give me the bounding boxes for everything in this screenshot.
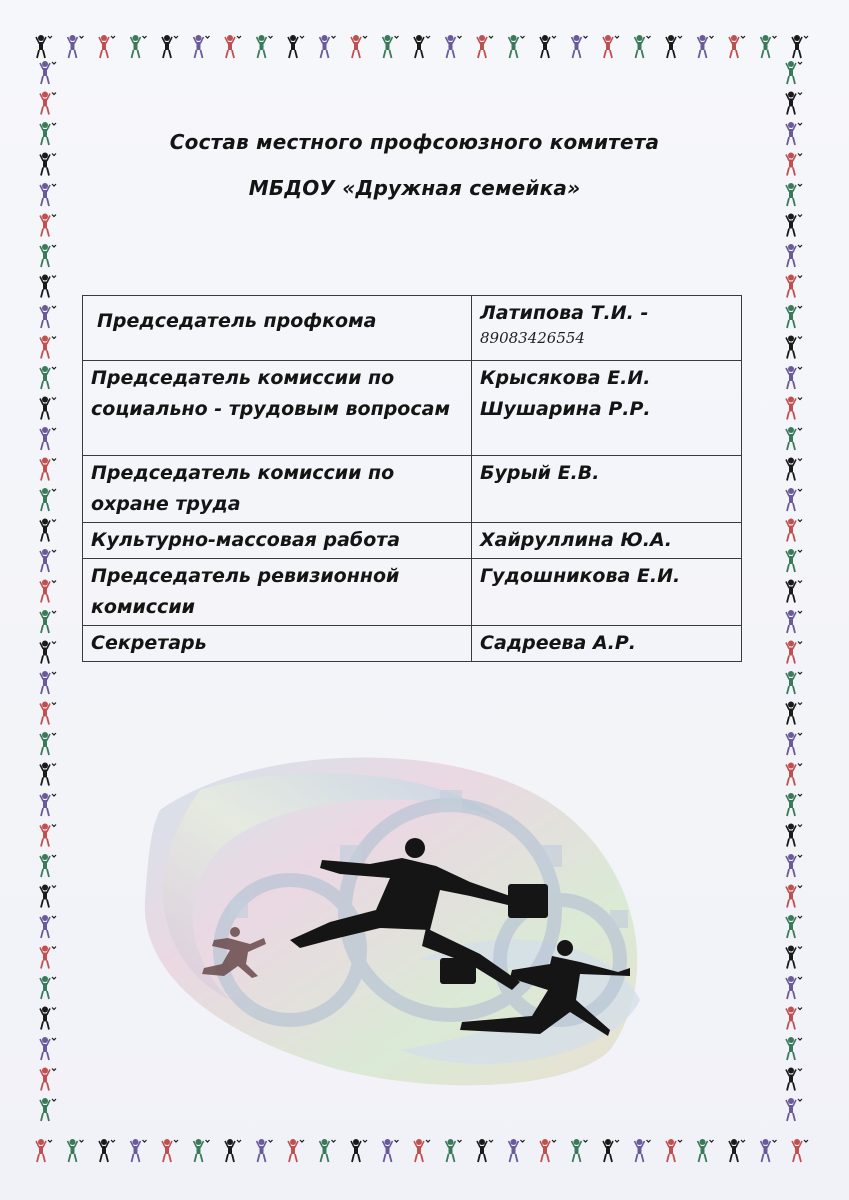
people-figure-icon xyxy=(761,35,777,58)
people-figure-icon xyxy=(40,946,56,969)
people-figure-icon xyxy=(786,153,802,176)
border-bottom xyxy=(34,1134,810,1168)
table-row xyxy=(83,296,742,361)
people-figure-icon xyxy=(666,35,682,58)
people-figure-icon xyxy=(635,1139,651,1162)
people-figure-icon xyxy=(414,1139,430,1162)
people-figure-icon xyxy=(162,1139,178,1162)
people-figure-icon xyxy=(698,35,714,58)
people-figure-icon xyxy=(383,1139,399,1162)
people-figure-icon xyxy=(786,397,802,420)
people-figure-icon xyxy=(225,35,241,58)
people-figure-icon xyxy=(40,244,56,267)
people-figure-icon xyxy=(540,35,556,58)
people-figure-icon xyxy=(40,976,56,999)
people-figure-icon xyxy=(698,1139,714,1162)
role-cell: Председатель комиссии по социально - трудовым вопросам xyxy=(83,361,472,456)
page-subtitle: МБДОУ «Дружная семейка» xyxy=(248,176,581,200)
people-figure-icon xyxy=(792,35,808,58)
people-figure-icon xyxy=(786,763,802,786)
people-figure-icon xyxy=(40,732,56,755)
people-figure-icon xyxy=(40,305,56,328)
people-figure-icon xyxy=(40,366,56,389)
person-name: Крысякова Е.И. xyxy=(480,367,651,389)
people-figure-icon xyxy=(603,35,619,58)
people-figure-icon xyxy=(786,366,802,389)
people-figure-icon xyxy=(194,1139,210,1162)
border-left xyxy=(34,60,62,1140)
people-figure-icon xyxy=(68,35,84,58)
people-figure-icon xyxy=(40,793,56,816)
people-figure-icon xyxy=(446,1139,462,1162)
person-name: Шушарина Р.Р. xyxy=(480,398,651,420)
person-name: Латипова Т.И. - xyxy=(480,302,649,324)
border-top xyxy=(34,30,810,64)
people-figure-icon xyxy=(288,35,304,58)
people-figure-icon xyxy=(786,702,802,725)
people-figure-icon xyxy=(40,275,56,298)
people-figure-icon xyxy=(572,35,588,58)
table-row xyxy=(83,523,742,559)
people-figure-icon xyxy=(288,1139,304,1162)
table-row xyxy=(83,626,742,662)
people-figure-icon xyxy=(786,946,802,969)
people-figure-icon xyxy=(509,35,525,58)
people-figure-icon xyxy=(786,1037,802,1060)
people-figure-icon xyxy=(257,1139,273,1162)
person-cell xyxy=(472,361,742,456)
person-cell: Садреева А.Р. xyxy=(472,626,742,662)
people-figure-icon xyxy=(786,519,802,542)
people-figure-icon xyxy=(40,885,56,908)
people-figure-icon xyxy=(786,641,802,664)
people-figure-icon xyxy=(40,458,56,481)
people-figure-icon xyxy=(40,92,56,115)
people-figure-icon xyxy=(786,1007,802,1030)
people-figure-icon xyxy=(786,610,802,633)
people-figure-icon xyxy=(786,976,802,999)
page-title: Состав местного профсоюзного комитета xyxy=(169,130,660,154)
people-figure-icon xyxy=(351,35,367,58)
people-figure-icon xyxy=(786,244,802,267)
people-figure-icon xyxy=(40,153,56,176)
people-figure-icon xyxy=(40,824,56,847)
person-cell xyxy=(472,296,742,361)
business-runners-illustration xyxy=(140,750,660,1090)
people-figure-icon xyxy=(786,854,802,877)
people-figure-icon xyxy=(572,1139,588,1162)
people-figure-icon xyxy=(635,35,651,58)
people-figure-icon xyxy=(786,336,802,359)
people-figure-icon xyxy=(162,35,178,58)
people-figure-icon xyxy=(40,763,56,786)
people-figure-icon xyxy=(40,488,56,511)
people-figure-icon xyxy=(786,915,802,938)
people-figure-icon xyxy=(40,854,56,877)
table-row xyxy=(83,361,742,456)
person-cell: Бурый Е.В. xyxy=(472,456,742,523)
people-figure-icon xyxy=(509,1139,525,1162)
people-figure-icon xyxy=(786,671,802,694)
people-figure-icon xyxy=(131,1139,147,1162)
people-figure-icon xyxy=(40,61,56,84)
people-figure-icon xyxy=(414,35,430,58)
people-figure-icon xyxy=(786,549,802,572)
people-figure-icon xyxy=(40,549,56,572)
people-figure-icon xyxy=(225,1139,241,1162)
people-figure-icon xyxy=(40,610,56,633)
people-figure-icon xyxy=(320,35,336,58)
people-figure-icon xyxy=(40,397,56,420)
people-figure-icon xyxy=(68,1139,84,1162)
people-figure-icon xyxy=(786,488,802,511)
people-figure-icon xyxy=(40,519,56,542)
people-figure-icon xyxy=(40,702,56,725)
people-figure-icon xyxy=(99,35,115,58)
role-cell: Культурно-массовая работа xyxy=(83,523,472,559)
role-cell: Председатель комиссии по охране труда xyxy=(83,456,472,523)
people-figure-icon xyxy=(40,1068,56,1091)
people-figure-icon xyxy=(99,1139,115,1162)
people-figure-icon xyxy=(40,671,56,694)
people-figure-icon xyxy=(786,732,802,755)
people-figure-icon xyxy=(36,1139,52,1162)
people-figure-icon xyxy=(40,214,56,237)
people-figure-icon xyxy=(477,35,493,58)
people-figure-icon xyxy=(540,1139,556,1162)
people-figure-icon xyxy=(40,336,56,359)
phone-number: 89083426554 xyxy=(480,329,585,347)
people-figure-icon xyxy=(131,35,147,58)
people-figure-icon xyxy=(786,1098,802,1121)
person-cell: Гудошникова Е.И. xyxy=(472,559,742,626)
people-figure-icon xyxy=(40,1098,56,1121)
border-right xyxy=(780,60,808,1140)
people-figure-icon xyxy=(792,1139,808,1162)
people-figure-icon xyxy=(40,427,56,450)
person-cell: Хайруллина Ю.А. xyxy=(472,523,742,559)
people-figure-icon xyxy=(786,1068,802,1091)
committee-table xyxy=(82,295,742,662)
people-figure-icon xyxy=(40,915,56,938)
people-figure-icon xyxy=(729,35,745,58)
people-figure-icon xyxy=(786,61,802,84)
people-figure-icon xyxy=(729,1139,745,1162)
people-figure-icon xyxy=(761,1139,777,1162)
people-figure-icon xyxy=(320,1139,336,1162)
table-row xyxy=(83,456,742,523)
people-figure-icon xyxy=(477,1139,493,1162)
people-figure-icon xyxy=(603,1139,619,1162)
people-figure-icon xyxy=(40,580,56,603)
people-figure-icon xyxy=(786,885,802,908)
people-figure-icon xyxy=(786,305,802,328)
people-figure-icon xyxy=(786,580,802,603)
people-figure-icon xyxy=(786,824,802,847)
people-figure-icon xyxy=(40,1007,56,1030)
people-figure-icon xyxy=(786,427,802,450)
table-row xyxy=(83,559,742,626)
people-figure-icon xyxy=(786,214,802,237)
role-cell: Председатель ревизионной комиссии xyxy=(83,559,472,626)
people-figure-icon xyxy=(383,35,399,58)
people-figure-icon xyxy=(786,793,802,816)
people-figure-icon xyxy=(351,1139,367,1162)
people-figure-icon xyxy=(194,35,210,58)
role-cell: Секретарь xyxy=(83,626,472,662)
people-figure-icon xyxy=(257,35,273,58)
role-cell: Председатель профкома xyxy=(83,296,472,361)
people-figure-icon xyxy=(446,35,462,58)
people-figure-icon xyxy=(666,1139,682,1162)
people-figure-icon xyxy=(36,35,52,58)
people-figure-icon xyxy=(786,92,802,115)
people-figure-icon xyxy=(786,458,802,481)
people-figure-icon xyxy=(40,1037,56,1060)
people-figure-icon xyxy=(786,275,802,298)
people-figure-icon xyxy=(40,641,56,664)
